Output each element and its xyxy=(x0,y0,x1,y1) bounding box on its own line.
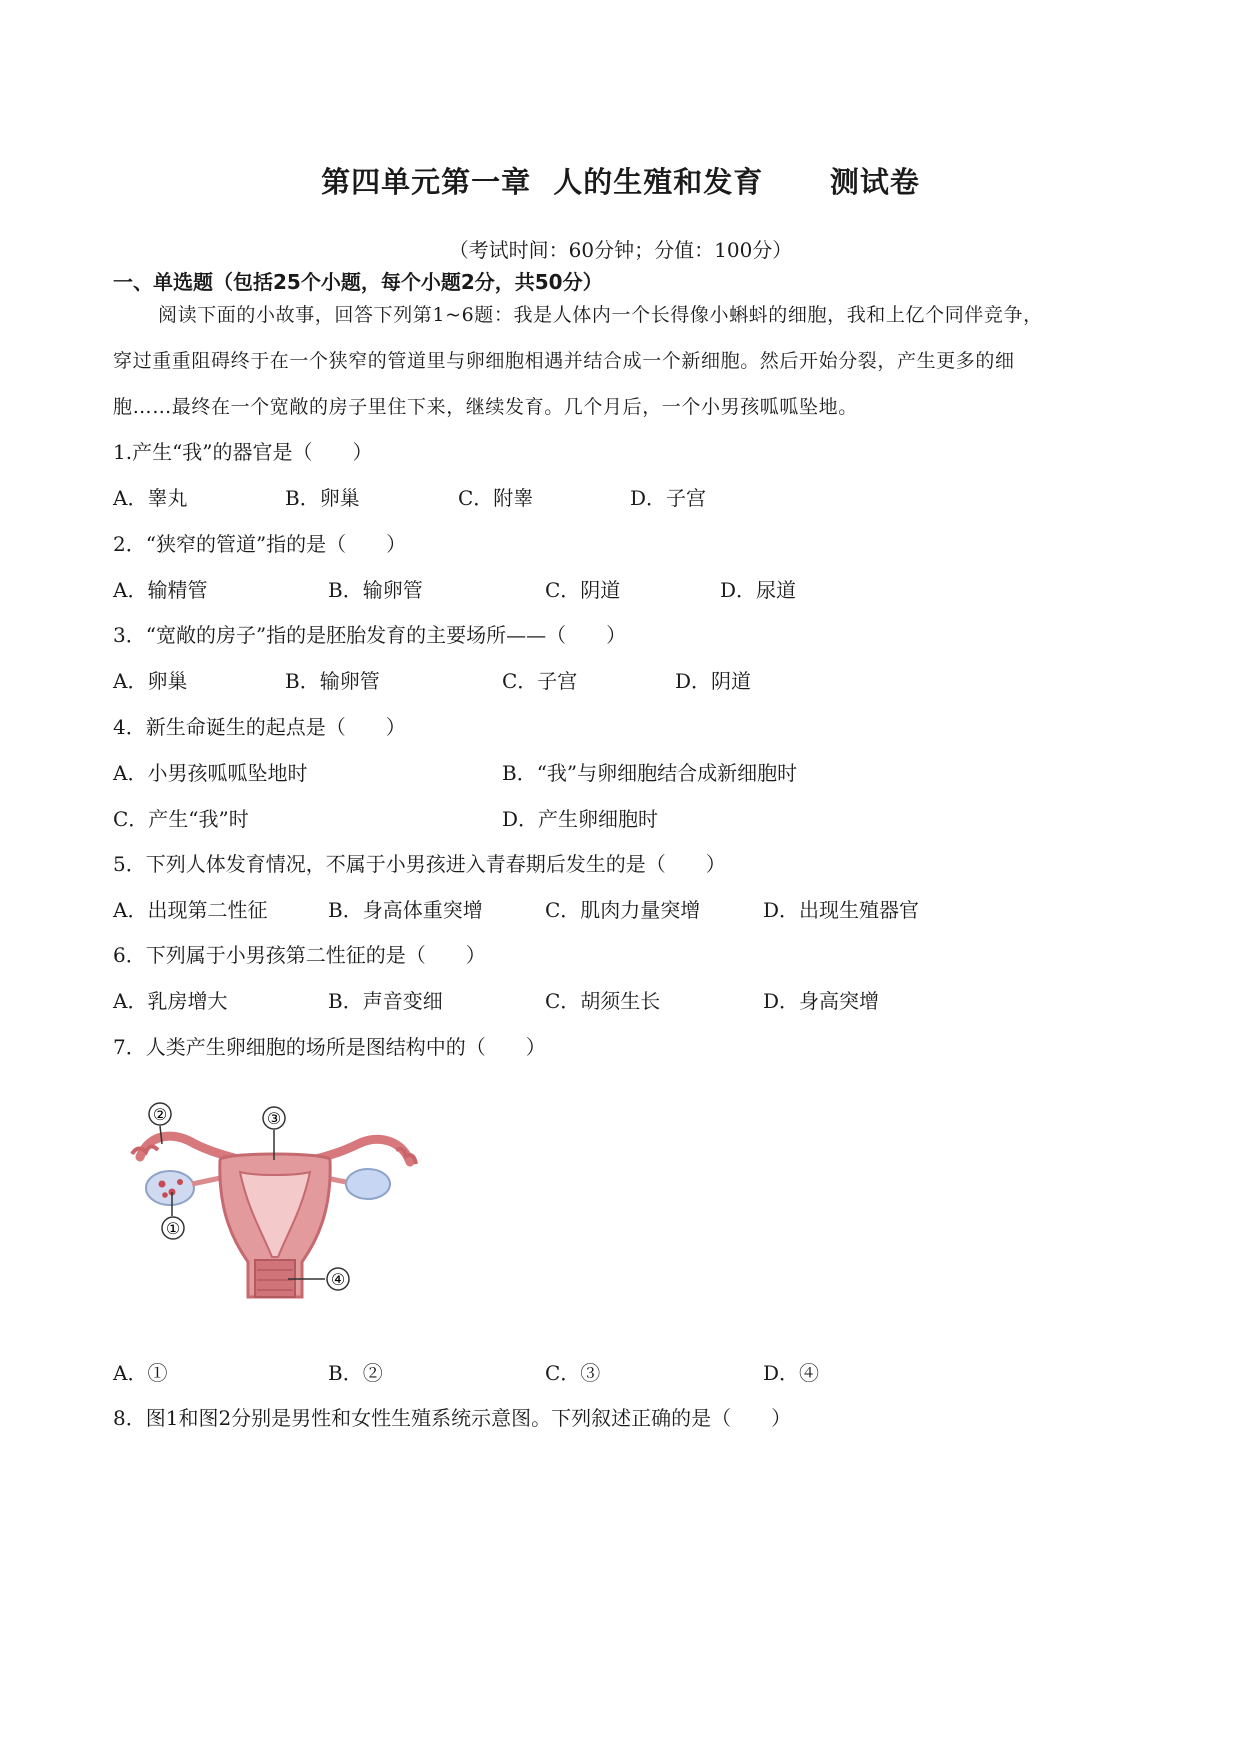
question-stem: 6．下列属于小男孩第二性征的是（ ） xyxy=(113,943,486,967)
option-a[interactable]: A．出现第二性征 xyxy=(113,898,268,922)
option-d[interactable]: D．④ xyxy=(763,1361,820,1385)
label-3 xyxy=(263,1107,285,1129)
option-c[interactable]: C．子宫 xyxy=(502,669,578,693)
option-a[interactable]: A．输精管 xyxy=(113,578,208,602)
page-title: 第四单元第一章 人的生殖和发育 测试卷 xyxy=(321,165,920,199)
option-d[interactable]: D．产生卵细胞时 xyxy=(502,807,659,831)
option-d[interactable]: D．尿道 xyxy=(720,578,797,602)
svg-text:③: ③ xyxy=(266,1109,282,1128)
svg-text:④: ④ xyxy=(330,1270,346,1289)
option-d[interactable]: D．子宫 xyxy=(630,486,707,510)
passage-line: 胞……最终在一个宽敞的房子里住下来，继续发育。几个月后，一个小男孩呱呱坠地。 xyxy=(113,396,858,418)
question-stem: 5．下列人体发育情况，不属于小男孩进入青春期后发生的是（ ） xyxy=(113,852,726,876)
option-b[interactable]: B．声音变细 xyxy=(328,989,443,1013)
option-b[interactable]: B．卵巢 xyxy=(285,486,360,510)
option-b[interactable]: B．输卵管 xyxy=(328,578,423,602)
female-reproductive-diagram xyxy=(120,1092,420,1312)
option-c[interactable]: C．胡须生长 xyxy=(545,989,661,1013)
option-a[interactable]: A．卵巢 xyxy=(113,669,188,693)
passage-line: 阅读下面的小故事，回答下列第1~6题：我是人体内一个长得像小蝌蚪的细胞，我和上亿个同伴竞争， xyxy=(158,304,1043,326)
option-a[interactable]: A．① xyxy=(113,1361,168,1385)
label-2 xyxy=(149,1103,171,1125)
option-b[interactable]: B．身高体重突增 xyxy=(328,898,483,922)
svg-text:①: ① xyxy=(165,1219,181,1238)
option-c[interactable]: C．阴道 xyxy=(545,578,621,602)
option-c[interactable]: C．产生“我”时 xyxy=(113,807,249,831)
label-4 xyxy=(327,1268,349,1290)
passage-line: 穿过重重阻碍终于在一个狭窄的管道里与卵细胞相遇并结合成一个新细胞。然后开始分裂，产生更多的细 xyxy=(113,350,1015,372)
option-c[interactable]: C．肌肉力量突增 xyxy=(545,898,701,922)
option-a[interactable]: A．乳房增大 xyxy=(113,989,228,1013)
option-b[interactable]: B．输卵管 xyxy=(285,669,380,693)
option-c[interactable]: C．附睾 xyxy=(458,486,534,510)
option-b[interactable]: B．“我”与卵细胞结合成新细胞时 xyxy=(502,761,798,785)
option-a[interactable]: A．小男孩呱呱坠地时 xyxy=(113,761,308,785)
option-b[interactable]: B．② xyxy=(328,1361,383,1385)
question-stem: 7．人类产生卵细胞的场所是图结构中的（ ） xyxy=(113,1035,546,1059)
option-d[interactable]: D．身高突增 xyxy=(763,989,880,1013)
option-d[interactable]: D．出现生殖器官 xyxy=(763,898,920,922)
option-c[interactable]: C．③ xyxy=(545,1361,601,1385)
question-stem: 2．“狭窄的管道”指的是（ ） xyxy=(113,532,407,556)
question-stem: 8．图1和图2分别是男性和女性生殖系统示意图。下列叙述正确的是（ ） xyxy=(113,1406,792,1430)
option-d[interactable]: D．阴道 xyxy=(675,669,752,693)
label-1 xyxy=(162,1217,184,1239)
section-heading: 一、单选题（包括25个小题，每个小题2分，共50分） xyxy=(113,270,603,294)
question-stem: 1.产生“我”的器官是（ ） xyxy=(113,440,373,464)
question-stem: 4．新生命诞生的起点是（ ） xyxy=(113,715,406,739)
exam-info: （考试时间：60分钟；分值：100分） xyxy=(448,238,793,262)
svg-text:②: ② xyxy=(152,1105,168,1124)
option-a[interactable]: A．睾丸 xyxy=(113,486,188,510)
question-stem: 3．“宽敞的房子”指的是胚胎发育的主要场所——（ ） xyxy=(113,623,627,647)
